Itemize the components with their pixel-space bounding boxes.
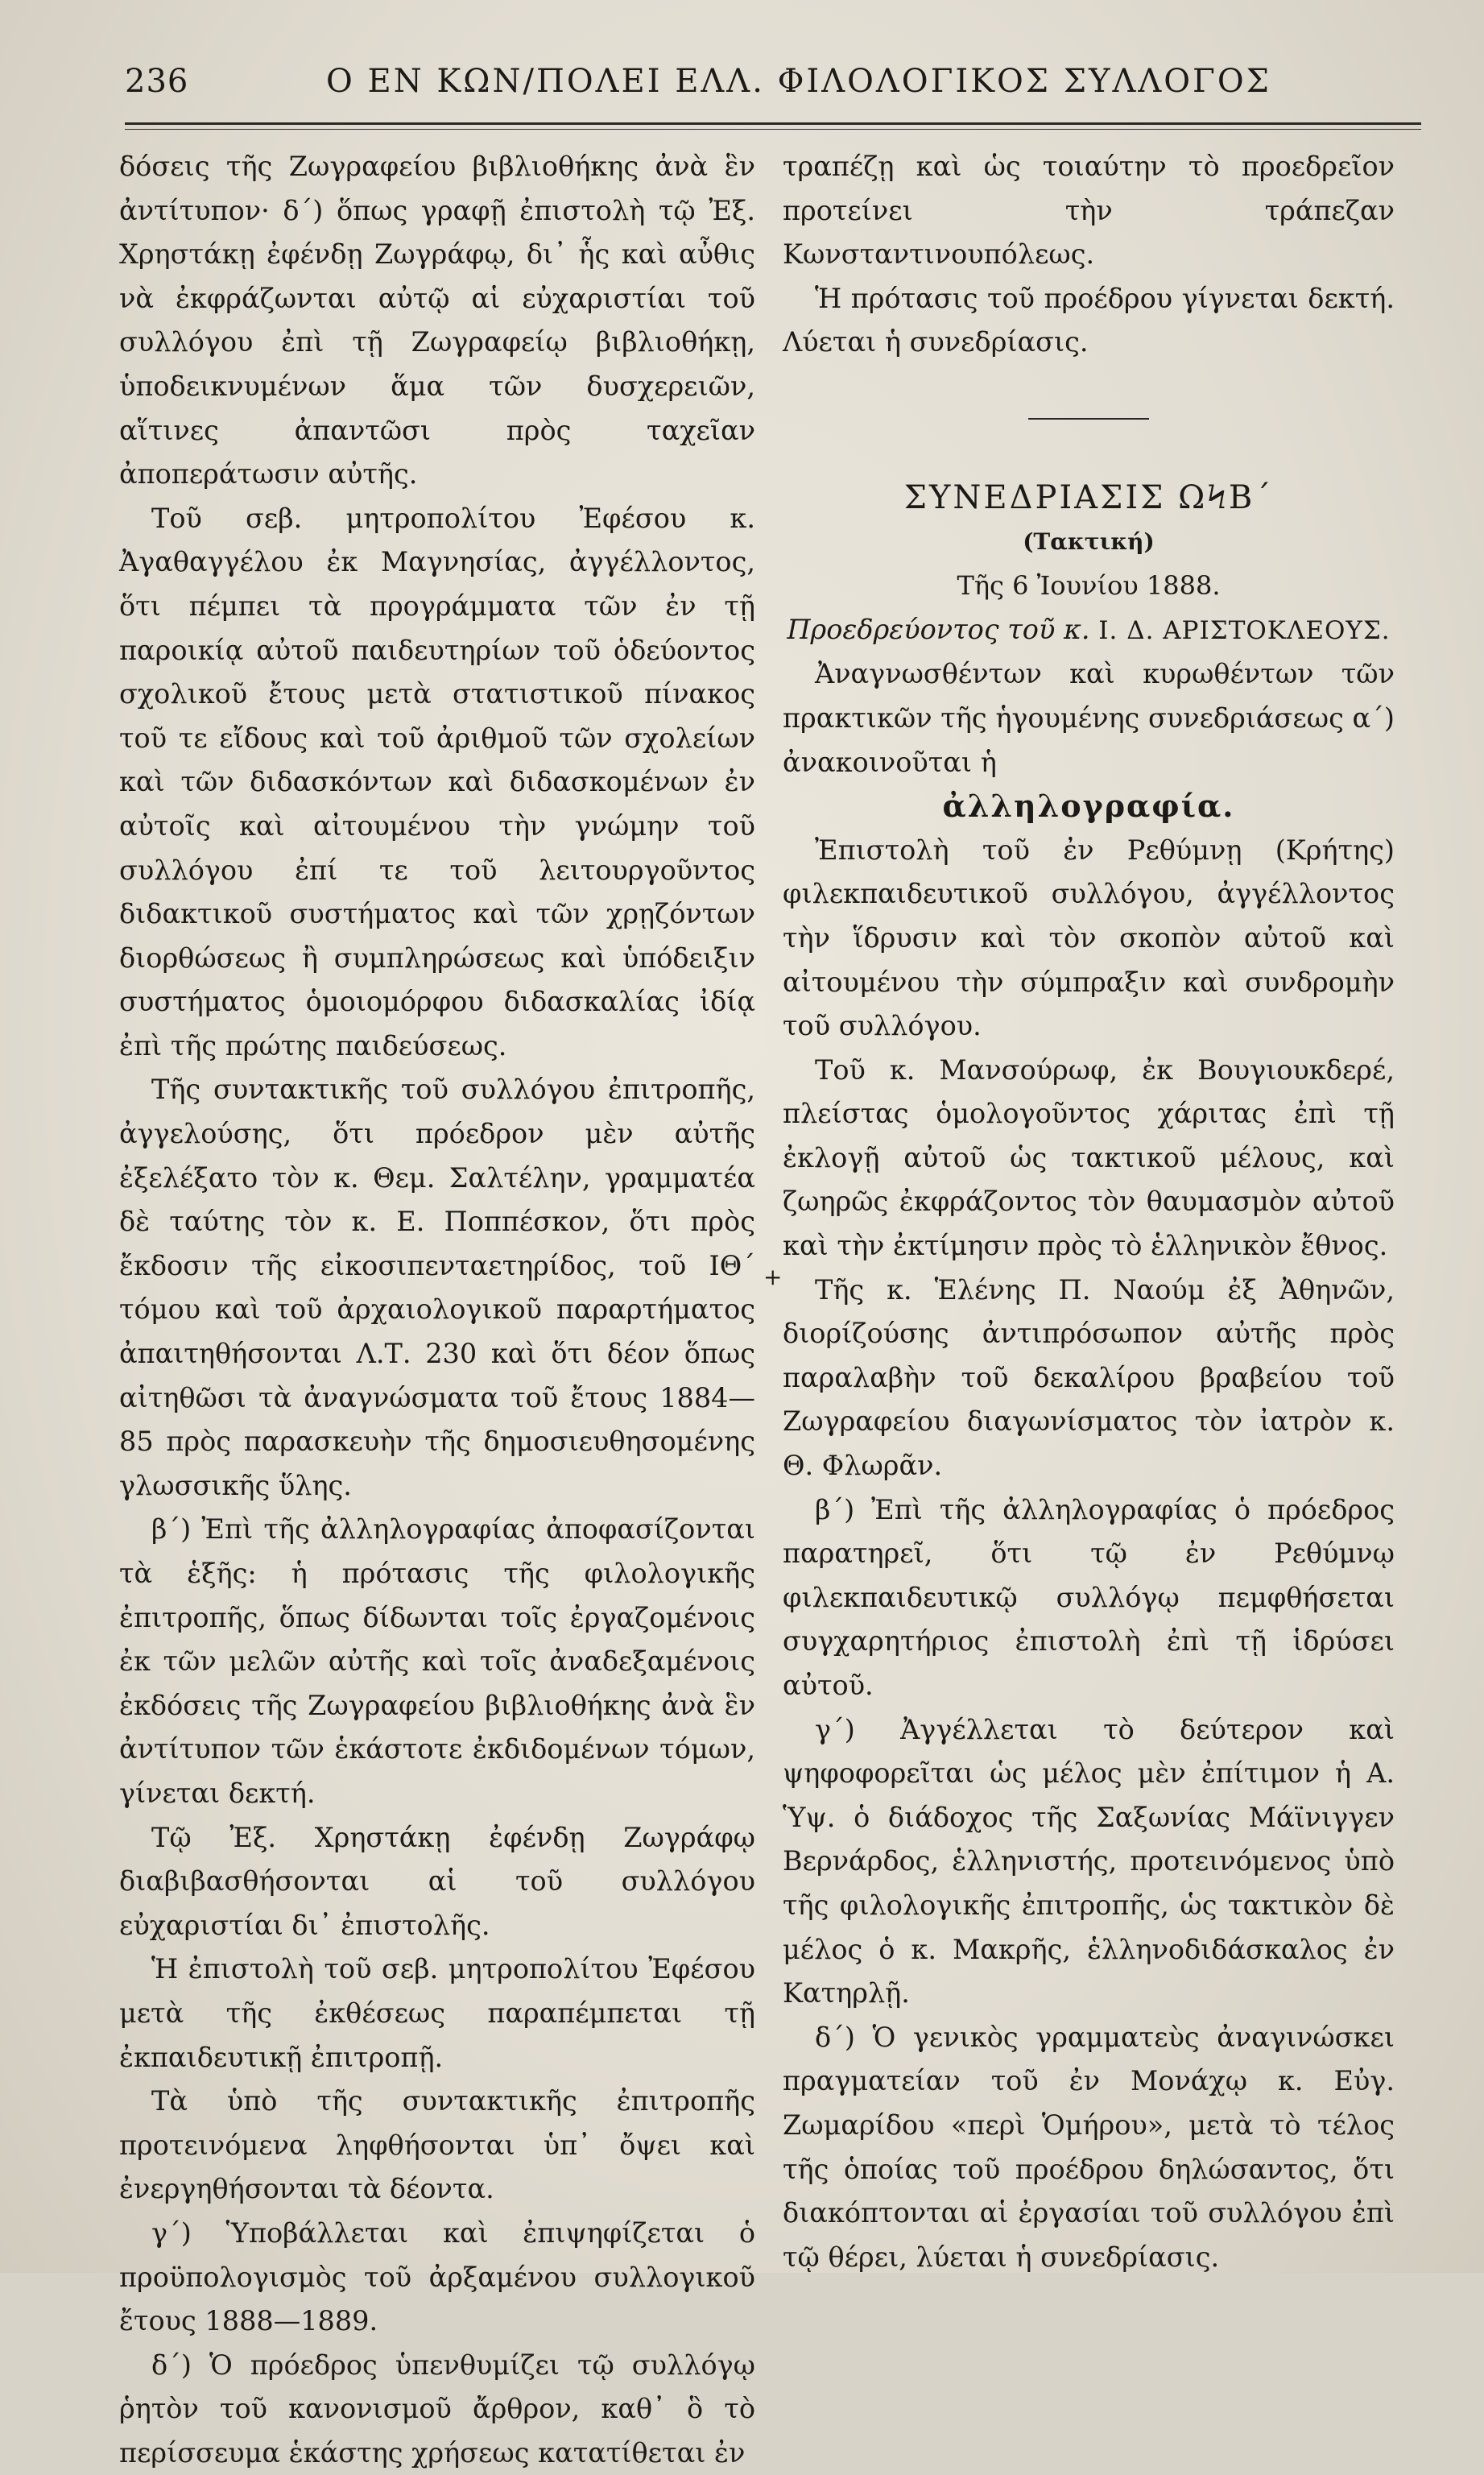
session-date: Τῆς 6 Ἰουνίου 1888.: [957, 570, 1221, 602]
paragraph: Τῆς κ. Ἑλένης Π. Ναούμ ἐξ Ἀθηνῶν, διορίζούσης ἀντιπρόσωπον αὐτῆς πρὸς παραλαβὴν τοῦ δεκαλίρου βραβείου τοῦ Ζωγραφείου διαγωνίσματος τὸν ἰατρὸν κ. Θ. Φλωρᾶν.: [783, 1273, 1395, 1482]
paragraph: Ἐπιστολὴ τοῦ ἐν Ρεθύμνῃ (Κρήτης) φιλεκπαιδευτικοῦ συλλόγου, ἀγγέλλοντος τὴν ἵδρυσιν καὶ τὸν σκοπὸν αὐτοῦ καὶ αἰτουμένου τὴν σύμπραξιν καὶ συνδρομὴν τοῦ συλλόγου.: [783, 834, 1395, 1042]
paragraph: δόσεις τῆς Ζωγραφείου βιβλιοθήκης ἀνὰ ἓν ἀντίτυπον· δ΄) ὅπως γραφῇ ἐπιστολὴ τῷ Ἐξ. Χρηστάκῃ ἐφένδῃ Ζωγράφῳ, δι᾽ ἧς καὶ αὖθις νὰ ἐκφράζωνται αὐτῷ αἱ εὐχαριστίαι τοῦ συλλόγου ἐπὶ τῇ Ζωγραφείῳ βιβλιοθήκῃ, ὑποδεικνυμένων ἅμα τῶν δυσχερειῶν, αἵτινες ἀπαντῶσι πρὸς ταχεῖαν ἀποπεράτωσιν αὐτῆς.: [119, 151, 755, 490]
section-heading: ἀλληλογραφία.: [942, 788, 1235, 825]
paragraph: Τῆς συντακτικῆς τοῦ συλλόγου ἐπιτροπῆς, ἀγγελούσης, ὅτι πρόεδρον μὲν αὐτῆς ἐξελέξατο τὸν κ. Θεμ. Σαλτέλην, γραμματέα δὲ ταύτης τὸν κ. Ε. Ποππέσκον, ὅτι πρὸς ἔκδοσιν τῆς εἰκοσιπενταετηρίδος, τοῦ ΙΘ΄ τόμου καὶ τοῦ ἀρχαιολογικοῦ παραρτήματος ἀπαιτηθήσονται Λ.Τ. 230 καὶ ὅτι δέον ὅπως αἰτηθῶσι τὰ ἀναγνώσματα τοῦ ἔτους 1884—85 πρὸς παρασκευὴν τῆς δημοσιευθησομένης γλωσσικῆς ὕλης.: [119, 1074, 755, 1501]
intro-paragraph: Ἀναγνωσθέντων καὶ κυρωθέντων τῶν πρακτικῶν τῆς ἡγουμένης συνεδριάσεως α΄) ἀνακοινοῦται ἡ: [783, 658, 1395, 778]
president-name: Ι. Δ. ΑΡΙΣΤΟΚΛΕΟΥΣ.: [1098, 615, 1391, 645]
presidency-prefix: Προεδρεύοντος τοῦ κ.: [787, 613, 1090, 645]
paragraph: β΄) Ἐπὶ τῆς ἀλληλογραφίας ὁ πρόεδρος παρατηρεῖ, ὅτι τῷ ἐν Ρεθύμνῳ φιλεκπαιδευτικῷ συλλόγῳ πεμφθήσεται συγχαρητήριος ἐπιστολὴ ἐπὶ τῇ ἱδρύσει αὐτοῦ.: [783, 1493, 1395, 1701]
right-column: [783, 145, 1395, 2279]
paragraph: τραπέζῃ καὶ ὡς τοιαύτην τὸ προεδρεῖον προτείνει τὴν τράπεζαν Κωνσταντινουπόλεως.: [783, 151, 1395, 271]
paragraph: Ἡ πρότασις τοῦ προέδρου γίγνεται δεκτή. Λύεται ἡ συνεδρίασις.: [783, 282, 1395, 358]
paragraph: Ἡ ἐπιστολὴ τοῦ σεβ. μητροπολίτου Ἐφέσου μετὰ τῆς ἐκθέσεως παραπέμπεται τῇ ἐκπαιδευτικῇ ἐπιτροπῇ.: [119, 1953, 755, 2073]
section-divider: [1028, 418, 1149, 420]
session-title: ΣΥΝΕΔΡΙΑΣΙΣ ΩϞΒ΄: [903, 478, 1274, 516]
paragraph: γ΄) Ὑποβάλλεται καὶ ἐπιψηφίζεται ὁ προϋπολογισμὸς τοῦ ἀρξαμένου συλλογικοῦ ἔτους 1888—1889.: [119, 2216, 755, 2337]
header-rule: [125, 122, 1421, 125]
paragraph: Τοῦ σεβ. μητροπολίτου Ἐφέσου κ. Ἀγαθαγγέλου ἐκ Μαγνησίας, ἀγγέλλοντος, ὅτι πέμπει τὰ προγράμματα τῶν ἐν τῇ παροικίᾳ αὐτοῦ παιδευτηρίων τοῦ ὁδεύοντος σχολικοῦ ἔτους μετὰ στατιστικοῦ πίνακος τοῦ τε εἴδους καὶ τοῦ ἀριθμοῦ τῶν σχολείων καὶ τῶν διδασκόντων καὶ διδασκομένων ἐν αὐτοῖς καὶ αἰτουμένου τὴν γνώμην τοῦ συλλόγου ἐπί τε τοῦ λειτουργοῦντος διδακτικοῦ συστήματος καὶ τῶν χρῃζόντων διορθώσεως ἢ συμπληρώσεως καὶ ὑπόδειξιν συστήματος ὁμοιομόρφου διδασκαλίας ἰδίᾳ ἐπὶ τῆς πρώτης παιδεύσεως.: [119, 502, 755, 1062]
paragraph: Τὰ ὑπὸ τῆς συντακτικῆς ἐπιτροπῆς προτεινόμενα ληφθήσονται ὑπ᾽ ὄψει καὶ ἐνεργηθήσονται τὰ δέοντα.: [119, 2085, 755, 2205]
paragraph: γ΄) Ἀγγέλλεται τὸ δεύτερον καὶ ψηφοφορεῖται ὡς μέλος μὲν ἐπίτιμον ἡ Α. Ὑψ. ὁ διάδοχος τῆς Σαξωνίας Μάϊνιγγεν Βερνάρδος, ἑλληνιστής, προτεινόμενος ὑπὸ τῆς φιλολογικῆς ἐπιτροπῆς, ὡς τακτικὸν δὲ μέλος ὁ κ. Μακρῆς, ἑλληνοδιδάσκαλος ἐν Κατηρλῇ.: [783, 1713, 1395, 2009]
paragraph: δ΄) Ὁ γενικὸς γραμματεὺς ἀναγινώσκει πραγματείαν τοῦ ἐν Μονάχῳ κ. Εὐγ. Ζωμαρίδου «περὶ Ὁμήρου», μετὰ τὸ τέλος τῆς ὁποίας τοῦ προέδρου δηλώσαντος, ὅτι διακόπτονται αἱ ἐργασίαι τοῦ συλλόγου ἐπὶ τῷ θέρει, λύεται ἡ συνεδρίασις.: [783, 2021, 1395, 2273]
session-type: (Τακτική): [1023, 528, 1155, 555]
page-number: 236: [125, 63, 189, 100]
header-rule-thin: [125, 129, 1421, 130]
margin-mark: +: [763, 1264, 783, 1290]
paragraph: δ΄) Ὁ πρόεδρος ὑπενθυμίζει τῷ συλλόγῳ ῥητὸν τοῦ κανονισμοῦ ἄρθρον, καθ᾽ ὃ τὸ περίσσευμα ἑκάστης χρήσεως κατατίθεται ἐν: [119, 2349, 755, 2469]
paragraph: Τοῦ κ. Μανσούρωφ, ἐκ Βουγιουκδερέ, πλείστας ὁμολογοῦντος χάριτας ἐπὶ τῇ ἐκλογῇ αὐτοῦ ὡς τακτικοῦ μέλους, καὶ ζωηρῶς ἐκφράζοντος τὸν θαυμασμὸν αὐτοῦ καὶ τὴν ἐκτίμησιν πρὸς τὸ ἑλληνικὸν ἔθνος.: [783, 1053, 1395, 1262]
paragraph: β΄) Ἐπὶ τῆς ἀλληλογραφίας ἀποφασίζονται τὰ ἑξῆς: ἡ πρότασις τῆς φιλολογικῆς ἐπιτροπῆς, ὅπως δίδωνται τοῖς ἐργαζομένοις ἐκ τῶν μελῶν αὐτῆς καὶ τοῖς ἀναδεξαμένοις ἐκδόσεις τῆς Ζωγραφείου βιβλιοθήκης ἀνὰ ἓν ἀντίτυπον τῶν ἑκάστοτε ἐκδιδομένων τόμων, γίνεται δεκτή.: [119, 1513, 755, 1809]
paragraph: Τῷ Ἐξ. Χρηστάκῃ ἐφένδῃ Ζωγράφῳ διαβιβασθήσονται αἱ τοῦ συλλόγου εὐχαριστίαι δι᾽ ἐπιστολῆς.: [119, 1821, 755, 1941]
presidency-line: [783, 608, 1395, 653]
running-title: Ο ΕΝ ΚΩΝ/ΠΟΛΕΙ ΕΛΛ. ΦΙΛΟΛΟΓΙΚΟΣ ΣΥΛΛΟΓΟΣ: [326, 63, 1271, 100]
page-header: [125, 63, 1413, 119]
left-column: [119, 145, 755, 2475]
